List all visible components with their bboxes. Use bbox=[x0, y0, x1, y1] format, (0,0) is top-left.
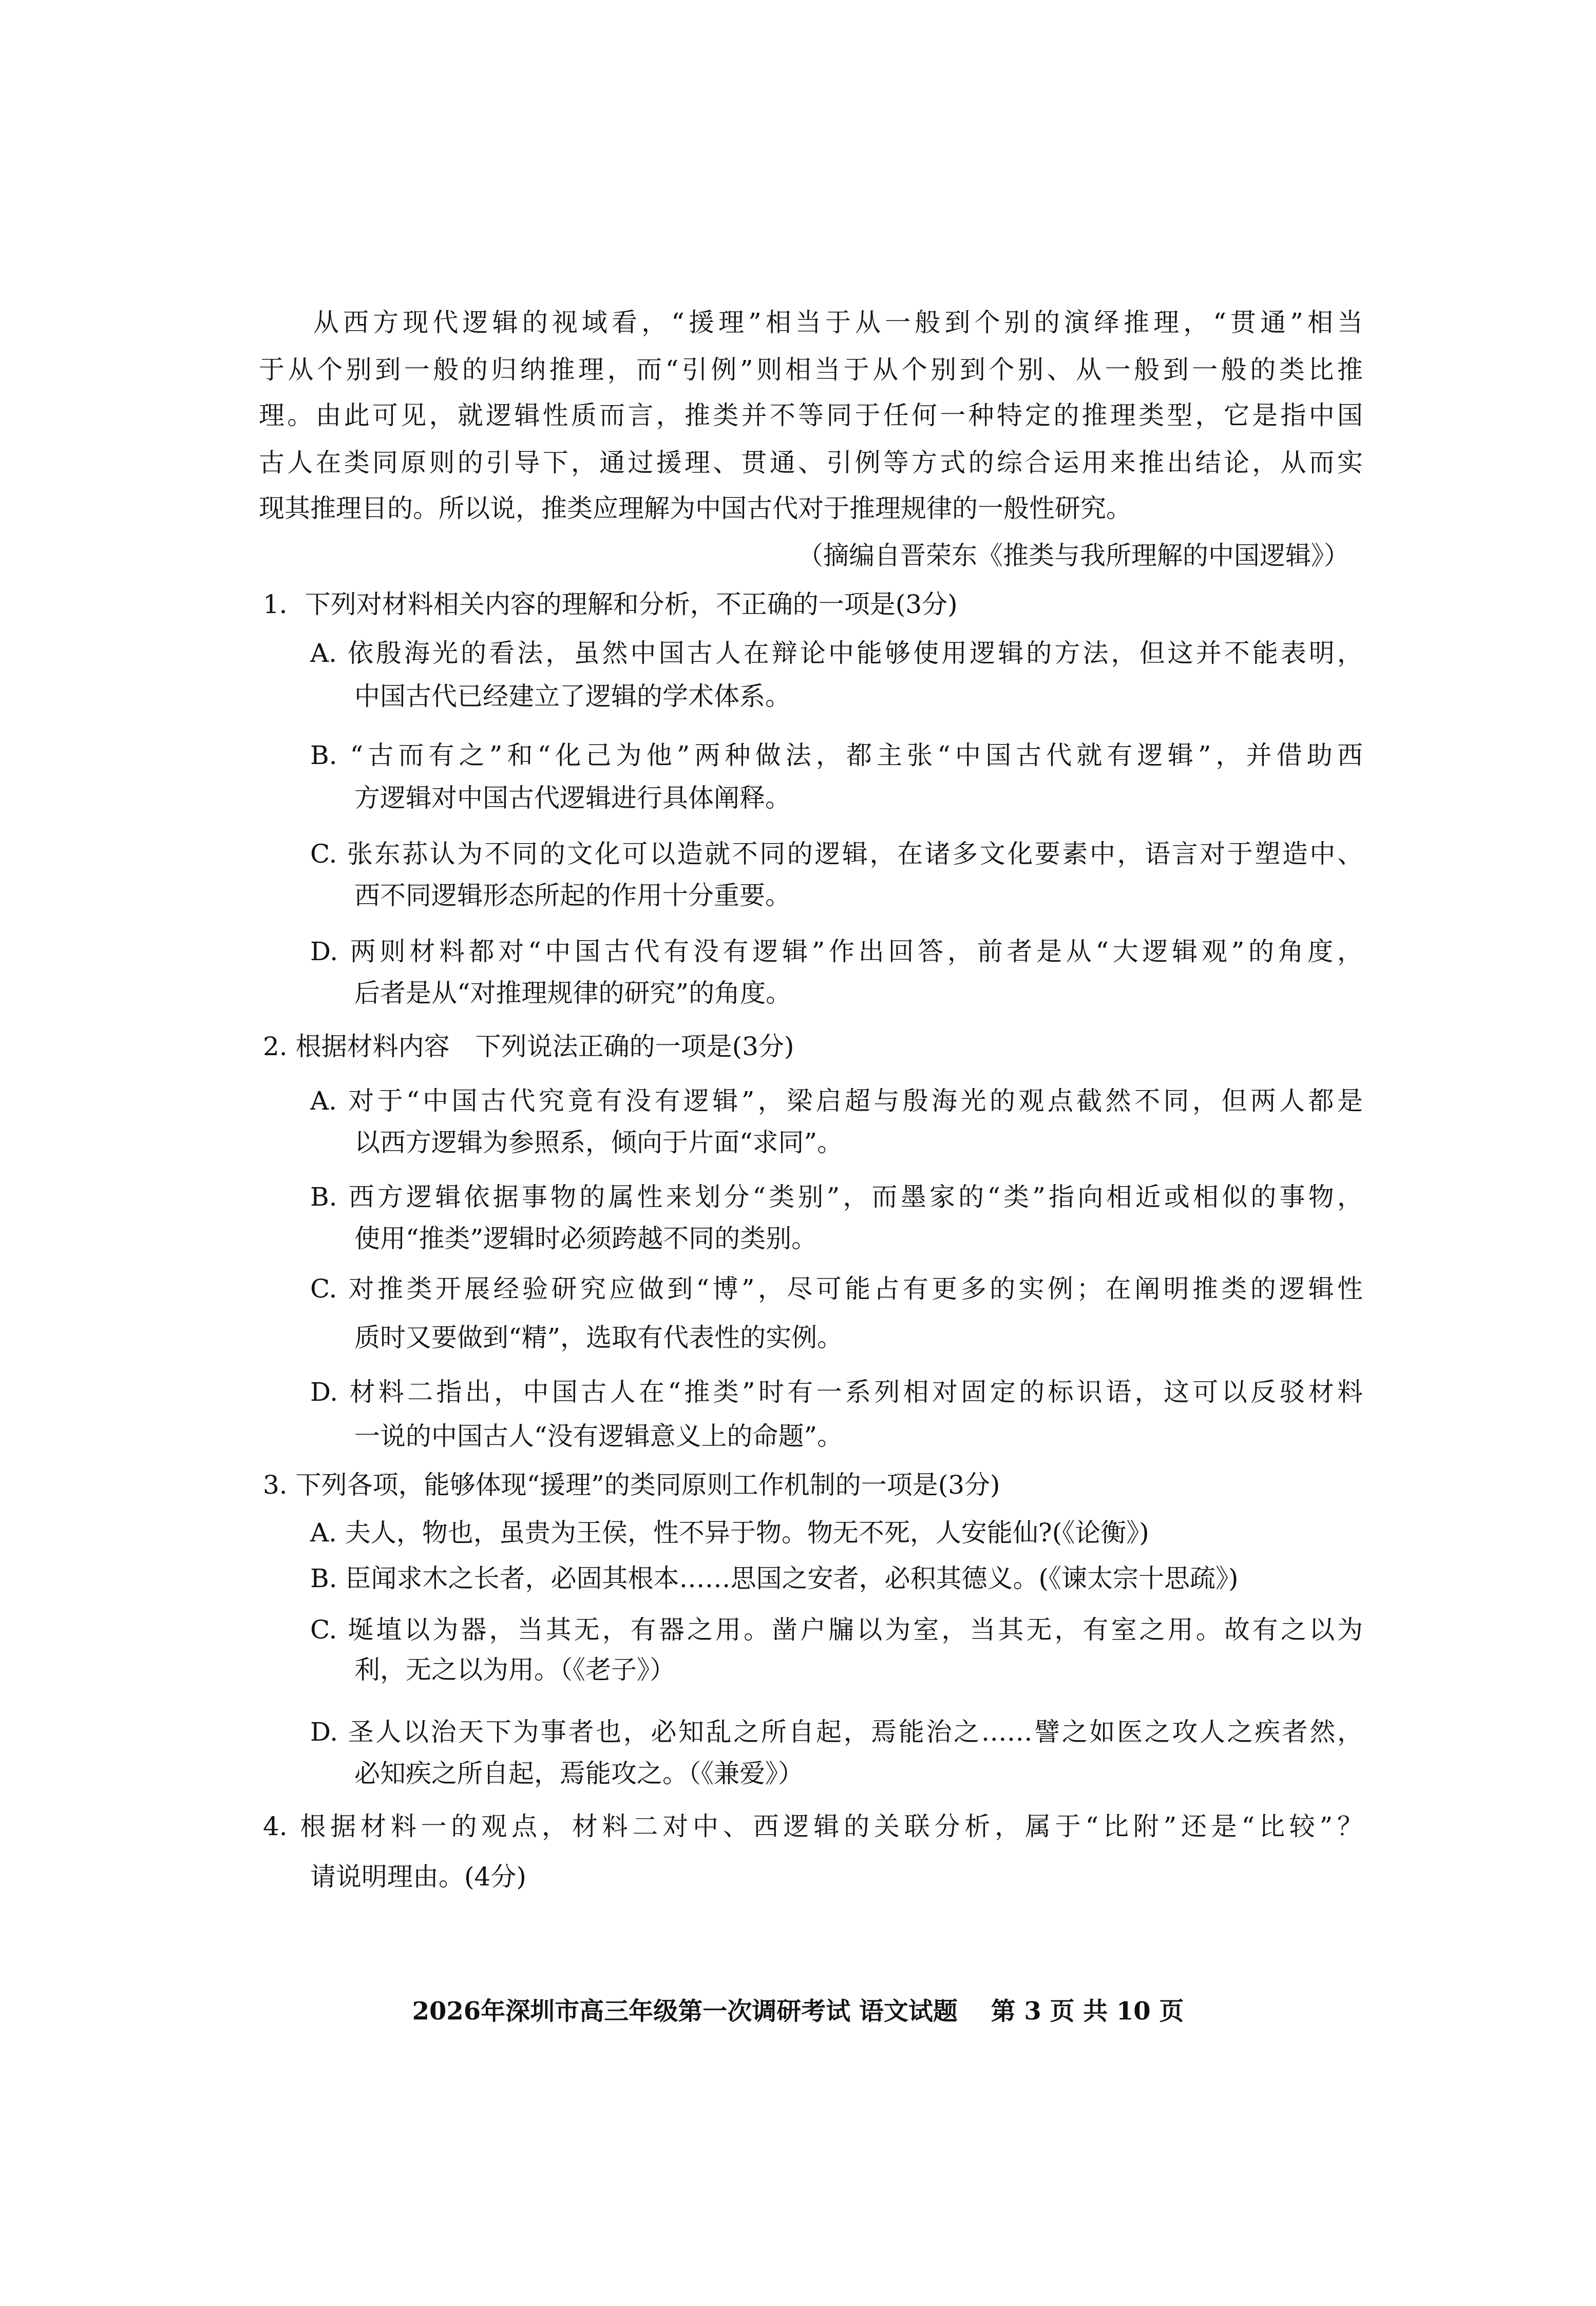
option-a: A. 对于“中国古代究竟有没有逻辑”，梁启超与殷海光的观点截然不同，但两人都是 bbox=[310, 1086, 1363, 1116]
page-footer: 2026年深圳市高三年级第一次调研考试 语文试题 第 3 页 共 10 页 bbox=[412, 1997, 1184, 2026]
question-stem: 2. 根据材料内容 下列说法正确的一项是(3分) bbox=[263, 1032, 794, 1061]
question-stem-cont: 请说明理由。(4分) bbox=[310, 1862, 526, 1892]
option-d-cont: 必知疾之所自起，焉能攻之。（《兼爱》） bbox=[354, 1759, 804, 1788]
option-d: D. 两则材料都对“中国古代有没有逻辑”作出回答，前者是从“大逻辑观”的角度， bbox=[310, 937, 1363, 966]
option-c-cont: 质时又要做到“精”，选取有代表性的实例。 bbox=[354, 1323, 843, 1352]
passage-line: 于从个别到一般的归纳推理，而“引例”则相当于从个别到个别、从一般到一般的类比推 bbox=[259, 355, 1363, 385]
passage-line: 从西方现代逻辑的视域看，“援理”相当于从一般到个别的演绎推理，“贯通”相当 bbox=[313, 308, 1363, 337]
option-b: B. 臣闻求木之长者，必固其根本……思国之安者，必积其德义。(《谏太宗十思疏》) bbox=[310, 1564, 1239, 1593]
option-b-cont: 使用“推类”逻辑时必须跨越不同的类别。 bbox=[354, 1224, 818, 1253]
passage-line: 古人在类同原则的引导下，通过援理、贯通、引例等方式的综合运用来推出结论，从而实 bbox=[259, 448, 1363, 478]
citation: （摘编自晋荣东《推类与我所理解的中国逻辑》） bbox=[797, 541, 1350, 570]
option-a-cont: 中国古代已经建立了逻辑的学术体系。 bbox=[354, 681, 791, 711]
option-b: B. 西方逻辑依据事物的属性来划分“类别”，而墨家的“类”指向相近或相似的事物， bbox=[310, 1182, 1363, 1212]
option-c: C. 张东荪认为不同的文化可以造就不同的逻辑，在诸多文化要素中，语言对于塑造中、 bbox=[310, 839, 1363, 869]
passage-line: 现其推理目的。所以说，推类应理解为中国古代对于推理规律的一般性研究。 bbox=[259, 493, 1132, 523]
option-c-cont: 西不同逻辑形态所起的作用十分重要。 bbox=[354, 881, 791, 910]
question-stem: 3. 下列各项，能够体现“援理”的类同原则工作机制的一项是(3分) bbox=[263, 1470, 1000, 1500]
option-c: C. 对推类开展经验研究应做到“博”，尽可能占有更多的实例；在阐明推类的逻辑性 bbox=[310, 1274, 1363, 1304]
option-b-cont: 方逻辑对中国古代逻辑进行具体阐释。 bbox=[354, 783, 791, 813]
question-stem: 1．下列对材料相关内容的理解和分析，不正确的一项是(3分) bbox=[263, 589, 958, 619]
option-c: C. 埏埴以为器，当其无，有器之用。凿户牖以为室，当其无，有室之用。故有之以为 bbox=[310, 1615, 1363, 1645]
option-c-cont: 利，无之以为用。（《老子》） bbox=[354, 1655, 675, 1685]
option-d-cont: 一说的中国古人“没有逻辑意义上的命题”。 bbox=[354, 1421, 843, 1451]
option-a: A. 依殷海光的看法，虽然中国古人在辩论中能够使用逻辑的方法，但这并不能表明， bbox=[310, 638, 1363, 668]
option-b: B. “古而有之”和“化己为他”两种做法，都主张“中国古代就有逻辑”，并借助西 bbox=[310, 740, 1363, 770]
option-a: A. 夫人，物也，虽贵为王侯，性不异于物。物无不死，人安能仙?(《论衡》) bbox=[310, 1518, 1149, 1548]
question-stem: 4. 根据材料一的观点，材料二对中、西逻辑的关联分析，属于“比附”还是“比较”？ bbox=[263, 1812, 1363, 1841]
option-d-cont: 后者是从“对推理规律的研究”的角度。 bbox=[354, 978, 792, 1008]
option-d: D. 材料二指出，中国古人在“推类”时有一系列相对固定的标识语，这可以反驳材料 bbox=[310, 1377, 1363, 1407]
option-d: D. 圣人以治天下为事者也，必知乱之所自起，焉能治之……譬之如医之攻人之疾者然， bbox=[310, 1717, 1363, 1747]
option-a-cont: 以西方逻辑为参照系，倾向于片面“求同”。 bbox=[354, 1128, 843, 1157]
passage-line: 理。由此可见，就逻辑性质而言，推类并不等同于任何一种特定的推理类型，它是指中国 bbox=[259, 401, 1363, 430]
